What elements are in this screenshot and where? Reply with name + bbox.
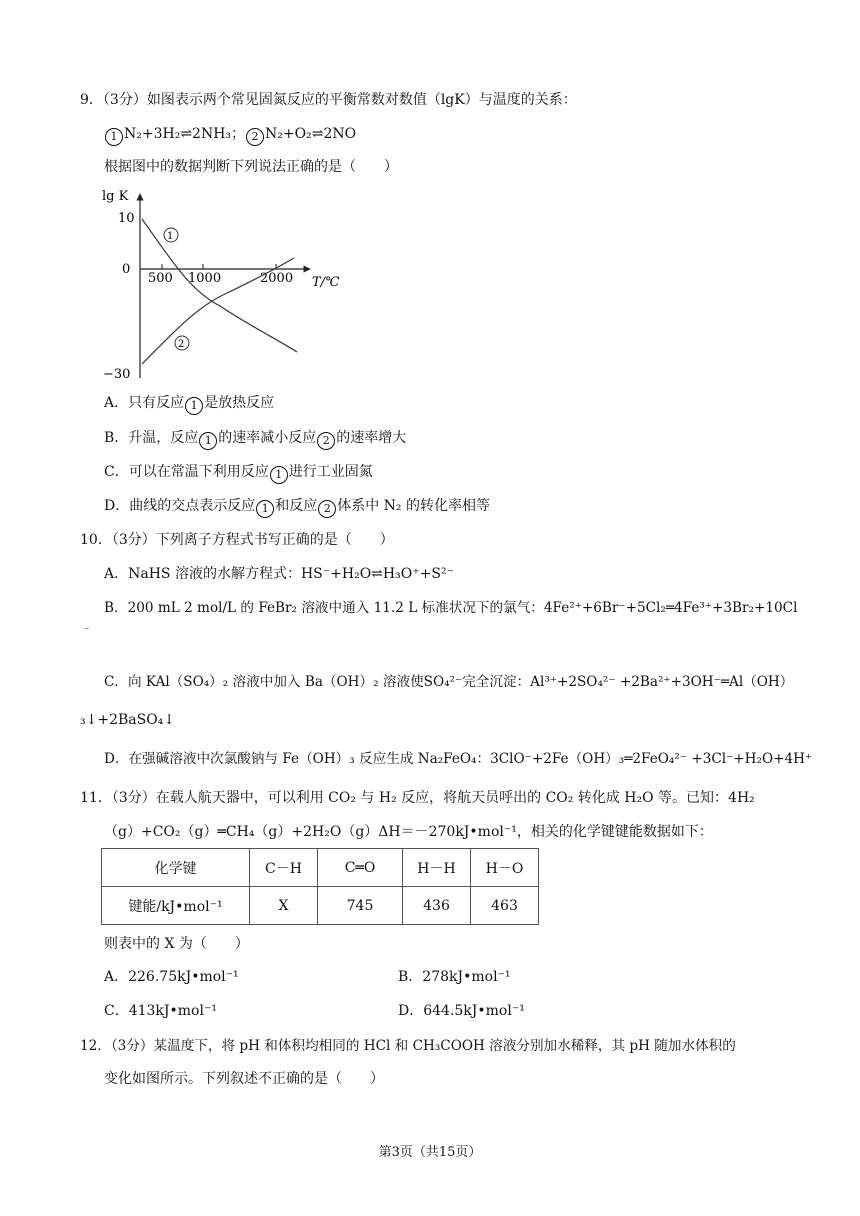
table-header-cell: H－O [471, 849, 539, 887]
q11-option-d: D．644.5kJ•mol⁻¹ [398, 1003, 525, 1019]
q10-stem: 10．（3分）下列离子方程式书写正确的是（ ） [80, 532, 394, 548]
series-label-2 [175, 336, 189, 350]
page-footer: 第3页（共15页） [378, 1145, 482, 1160]
q11-option-c: C．413kJ•mol⁻¹ [104, 1003, 217, 1019]
q9-reactions [104, 124, 356, 146]
table-cell: 745 [318, 887, 403, 925]
table-row [102, 887, 539, 925]
x-tick-label: 500 [148, 271, 173, 286]
q12-stem-2: 变化如图所示。下列叙述不正确的是（ ） [104, 1071, 384, 1087]
q11-stem-1: 11．（3分）在载人航天器中，可以利用 CO₂ 与 H₂ 反应，将航天员呼出的 CO₂ 转化成 H₂O 等。已知：4H₂ [80, 790, 755, 806]
bond-energy-table [101, 848, 539, 925]
table-header-cell: H－H [403, 849, 471, 887]
circled-number: 1 [199, 432, 217, 450]
reaction-2: N₂+O₂⇌2NO [265, 126, 357, 142]
table-row [102, 849, 539, 887]
q9-ask: 根据图中的数据判断下列说法正确的是（ ） [104, 159, 398, 175]
x-tick-label: 1000 [188, 271, 222, 286]
q12-stem-1: 12．（3分）某温度下，将 pH 和体积均相同的 HCl 和 CH₃COOH 溶液分别加水稀释，其 pH 随加水体积的 [80, 1038, 736, 1054]
circled-number: 2 [318, 500, 336, 518]
q9-stem: 9．（3分）如图表示两个常见固氮反应的平衡常数对数值（lgK）与温度的关系： [80, 92, 577, 108]
q9-option-d: D．曲线的交点表示反应 1 和反应 2 体系中 N₂ 的转化率相等 [104, 496, 490, 518]
q9-option-c: C．可以在常温下利用反应 1 进行工业固氮 [104, 462, 373, 484]
q9-option-b: B．升温，反应 1 的速率减小反应 2 的速率增大 [104, 428, 406, 450]
circled-number: 2 [317, 432, 335, 450]
table-cell: 463 [471, 887, 539, 925]
reaction-1: N₂+3H₂⇌2NH₃； [124, 126, 246, 142]
q10-option-b: B．200 mL 2 mol/L 的 FeBr₂ 溶液中通入 11.2 L 标准状况下的氯气：4Fe²⁺+6Br⁻+5Cl₂═4Fe³⁺+3Br₂+10Cl [104, 600, 798, 616]
y-axis-label: lg K [102, 189, 129, 204]
q10-option-c: C．向 KAl（SO₄）₂ 溶液中加入 Ba（OH）₂ 溶液使SO₄²⁻完全沉淀：Al³⁺+2SO₄²⁻ +2Ba²⁺+3OH⁻═Al（OH） [104, 674, 794, 690]
table-cell: 436 [403, 887, 471, 925]
q11-stem-2: （g）+CO₂（g）═CH₄（g）+2H₂O（g）ΔH＝－270kJ•mol⁻¹，相关的化学键键能数据如下： [104, 824, 713, 840]
q10-option-b-cont: ⁻ [84, 626, 90, 637]
q10-option-a: A．NaHS 溶液的水解方程式：HS⁻+H₂O⇌H₃O⁺+S²⁻ [104, 566, 454, 582]
y-tick-label: 10 [118, 211, 135, 226]
lgk-temperature-chart [100, 186, 340, 386]
table-cell: X [250, 887, 318, 925]
q11-option-b: B．278kJ•mol⁻¹ [398, 969, 511, 985]
table-header-cell: C－H [250, 849, 318, 887]
circled-number: 1 [256, 500, 274, 518]
circled-number: 1 [105, 128, 123, 146]
circled-number: 1 [185, 397, 203, 415]
svg-text:1: 1 [167, 231, 174, 242]
series-label-1 [164, 228, 178, 242]
y-tick-label: −30 [103, 367, 131, 382]
table-cell: 键能/kJ•mol⁻¹ [102, 887, 250, 925]
y-tick-label: 0 [122, 262, 131, 277]
q9-option-a: A．只有反应 1 是放热反应 [104, 393, 274, 415]
q11-option-a: A．226.75kJ•mol⁻¹ [104, 969, 239, 985]
x-tick-label: 2000 [260, 271, 294, 286]
q10-option-d: D．在强碱溶液中次氯酸钠与 Fe（OH）₃ 反应生成 Na₂FeO₄：3ClO⁻+2Fe（OH）₃═2FeO₄²⁻ +3Cl⁻+H₂O+4H⁺ [104, 751, 813, 767]
table-header-cell: 化学键 [102, 849, 250, 887]
table-header-cell: C═O [318, 849, 403, 887]
q10-option-c-cont: ₃↓+2BaSO₄↓ [80, 712, 176, 728]
circled-number: 2 [246, 128, 264, 146]
x-axis-label: T/℃ [312, 275, 340, 290]
svg-text:2: 2 [178, 339, 185, 350]
circled-number: 1 [270, 466, 288, 484]
q11-ask: 则表中的 X 为（ ） [104, 936, 249, 952]
